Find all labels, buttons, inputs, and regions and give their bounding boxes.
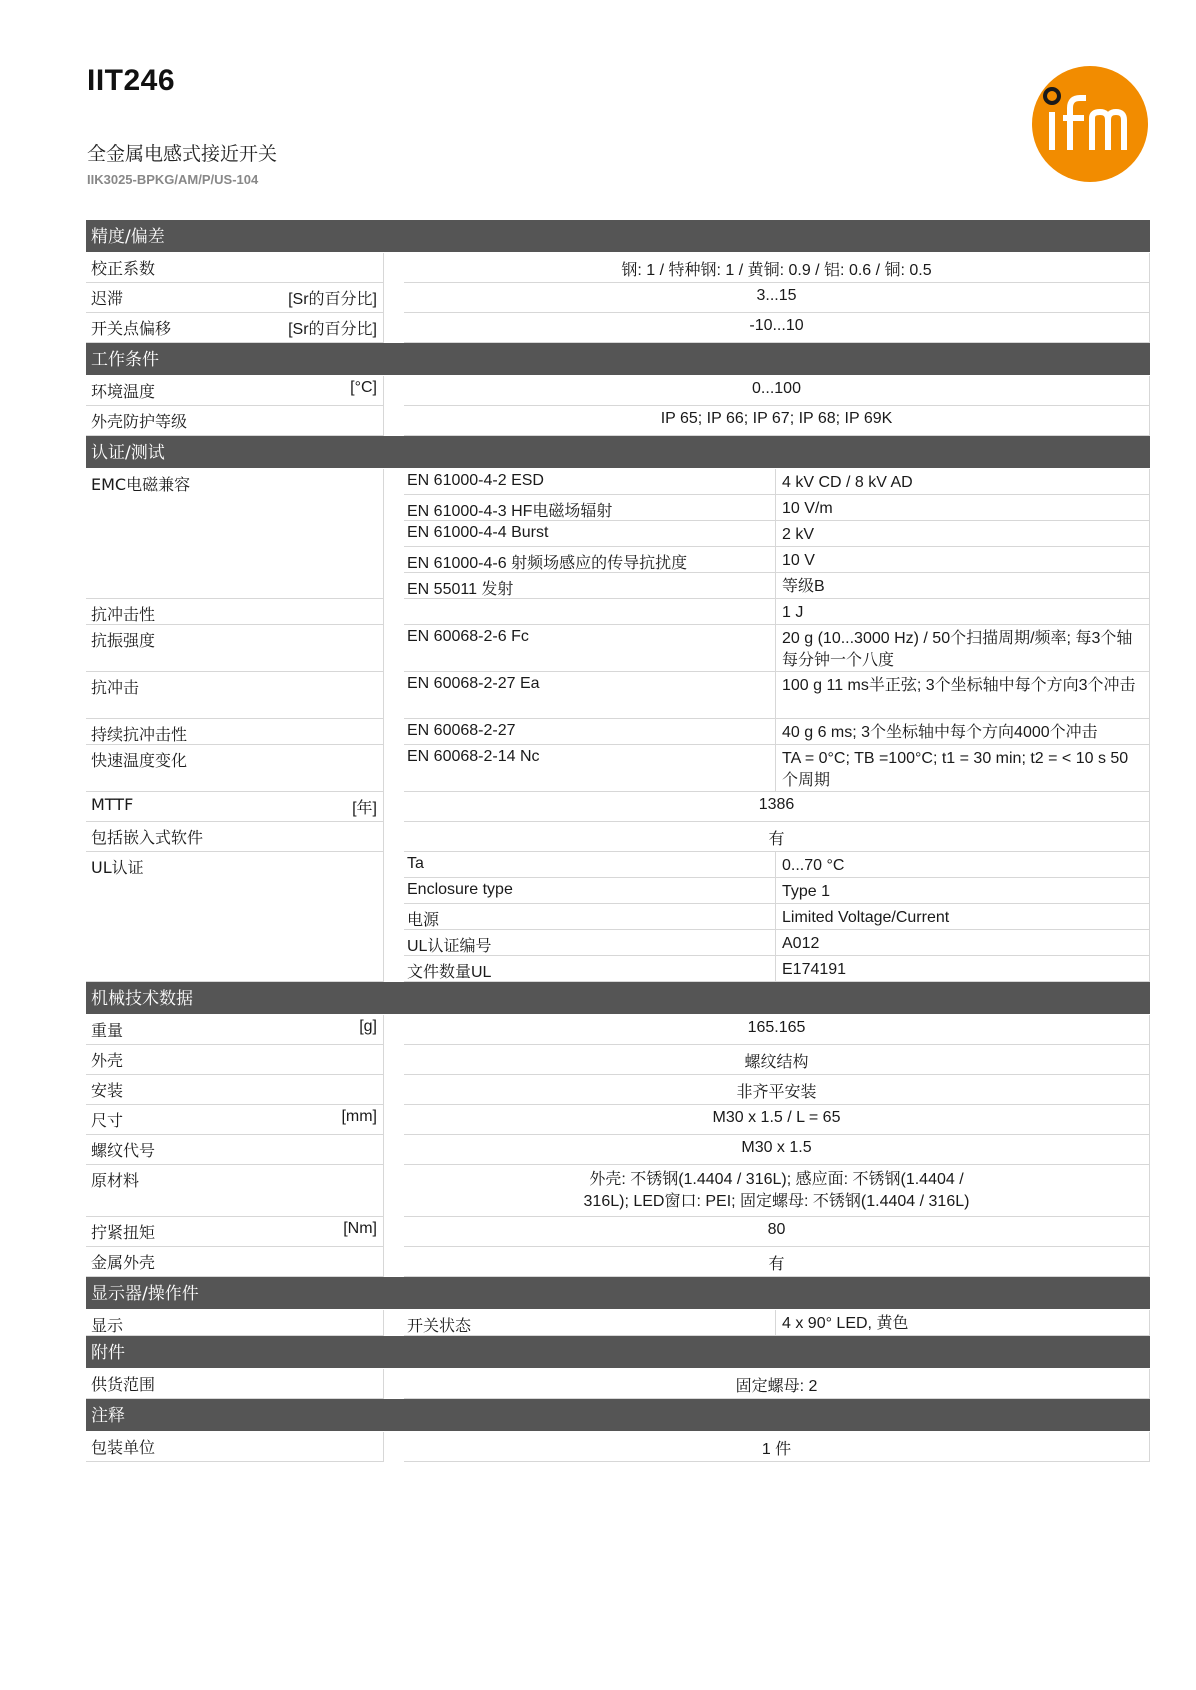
spec-sub-name: Ta	[404, 852, 776, 878]
spec-sub-value: 20 g (10...3000 Hz) / 50个扫描周期/频率; 每3个轴每分钟一个八度	[776, 625, 1150, 672]
spec-label: MTTF	[91, 795, 134, 814]
section-header: 工作条件	[86, 343, 1150, 375]
datasheet-header	[0, 0, 1196, 210]
spec-value: 3...15	[404, 283, 1150, 313]
spec-row	[86, 469, 1150, 599]
spec-label: 抗冲击性	[91, 605, 156, 624]
spec-sub-value: 10 V	[776, 547, 1150, 573]
spec-label: 外壳	[91, 1051, 124, 1070]
spec-sub-value: 4 kV CD / 8 kV AD	[776, 469, 1150, 495]
spec-label: 校正系数	[91, 259, 156, 278]
spec-sub-value: TA = 0°C; TB =100°C; t1 = 30 min; t2 = < 10 s 50个周期	[776, 745, 1150, 792]
spec-label-cell	[86, 376, 384, 406]
spec-row	[86, 1045, 1150, 1075]
spec-label-cell	[86, 1247, 384, 1277]
spec-unit: [Sr的百分比]	[288, 291, 377, 308]
spec-label: 螺纹代号	[91, 1141, 156, 1160]
spec-sub-name: UL认证编号	[404, 930, 776, 956]
spec-sub-value: 40 g 6 ms; 3个坐标轴中每个方向4000个冲击	[776, 719, 1150, 745]
spec-label-cell	[86, 745, 384, 792]
spec-sub-name: EN 55011 发射	[404, 573, 776, 599]
spec-label-cell	[86, 1135, 384, 1165]
spec-sub-value: A012	[776, 930, 1150, 956]
spec-label: 重量	[91, 1021, 124, 1040]
spec-value: 螺纹结构	[404, 1045, 1150, 1075]
spec-row	[86, 1247, 1150, 1277]
spec-unit: [mm]	[341, 1108, 377, 1125]
spec-unit: [°C]	[350, 379, 377, 396]
spec-label: EMC电磁兼容	[91, 475, 191, 494]
section-header: 注释	[86, 1399, 1150, 1431]
spec-label-cell	[86, 625, 384, 672]
ifm-logo	[1030, 64, 1150, 184]
spec-sub-name: EN 60068-2-14 Nc	[404, 745, 776, 792]
spec-sub-value: 10 V/m	[776, 495, 1150, 521]
spec-label-cell	[86, 1105, 384, 1135]
spec-row	[86, 719, 1150, 745]
spec-label: 原材料	[91, 1171, 140, 1190]
spec-row	[86, 852, 1150, 982]
spec-value: 0...100	[404, 376, 1150, 406]
spec-sub-name: EN 61000-4-2 ESD	[404, 469, 776, 495]
spec-table	[86, 220, 1150, 1462]
spec-row	[86, 1015, 1150, 1045]
spec-label-cell	[86, 1217, 384, 1247]
spec-unit: [g]	[359, 1018, 377, 1035]
spec-sub-name: EN 61000-4-6 射频场感应的传导抗扰度	[404, 547, 776, 573]
spec-row	[86, 313, 1150, 343]
spec-label-cell	[86, 1369, 384, 1399]
spec-label-cell	[86, 406, 384, 436]
spec-value: 165.165	[404, 1015, 1150, 1045]
spec-label: 安装	[91, 1081, 124, 1100]
spec-unit: [年]	[352, 800, 377, 817]
spec-row	[86, 1165, 1150, 1217]
spec-row	[86, 1075, 1150, 1105]
spec-row	[86, 1369, 1150, 1399]
spec-sub-value: 等级B	[776, 573, 1150, 599]
spec-label: 拧紧扭矩	[91, 1223, 156, 1242]
spec-sub-name: EN 61000-4-3 HF电磁场辐射	[404, 495, 776, 521]
spec-label: 尺寸	[91, 1111, 124, 1130]
spec-sub-name: Enclosure type	[404, 878, 776, 904]
spec-value: 1386	[404, 792, 1150, 822]
spec-label-cell	[86, 1432, 384, 1462]
spec-row	[86, 822, 1150, 852]
spec-row	[86, 253, 1150, 283]
spec-value	[404, 1165, 1150, 1217]
spec-row	[86, 672, 1150, 719]
spec-row	[86, 1310, 1150, 1336]
spec-sub-value: 1 J	[776, 599, 1150, 625]
spec-label: 包装单位	[91, 1438, 156, 1457]
spec-label: 开关点偏移	[91, 319, 172, 338]
spec-sub-value: Limited Voltage/Current	[776, 904, 1150, 930]
spec-row	[86, 745, 1150, 792]
spec-label: 供货范围	[91, 1375, 156, 1394]
spec-value: 非齐平安装	[404, 1075, 1150, 1105]
spec-sub-value: 100 g 11 ms半正弦; 3个坐标轴中每个方向3个冲击	[776, 672, 1150, 719]
section-header: 认证/测试	[86, 436, 1150, 468]
spec-label-cell	[86, 283, 384, 313]
spec-sub-name: EN 61000-4-4 Burst	[404, 521, 776, 547]
spec-sub-name: 电源	[404, 904, 776, 930]
spec-label: 抗振强度	[91, 631, 156, 650]
spec-value-line: 316L); LED窗口: PEI; 固定螺母: 不锈钢(1.4404 / 316L)	[583, 1193, 970, 1210]
product-code: IIT246	[87, 64, 176, 97]
spec-row	[86, 376, 1150, 406]
spec-label: 抗冲击	[91, 678, 140, 697]
spec-value: 钢: 1 / 特种钢: 1 / 黄铜: 0.9 / 铝: 0.6 / 铜: 0.5	[404, 253, 1150, 283]
spec-value: M30 x 1.5	[404, 1135, 1150, 1165]
spec-sub-name: 开关状态	[404, 1310, 776, 1336]
spec-label-cell	[86, 672, 384, 719]
spec-label: 快速温度变化	[91, 751, 188, 770]
spec-label-cell	[86, 253, 384, 283]
section-header: 显示器/操作件	[86, 1277, 1150, 1309]
section-header: 精度/偏差	[86, 220, 1150, 252]
spec-label-cell	[86, 719, 384, 745]
spec-row	[86, 406, 1150, 436]
spec-row	[86, 792, 1150, 822]
product-article-number: IIK3025-BPKG/AM/P/US-104	[87, 172, 259, 187]
spec-row	[86, 1217, 1150, 1247]
spec-value: 1 件	[404, 1432, 1150, 1462]
section-header: 机械技术数据	[86, 982, 1150, 1014]
spec-label-cell	[86, 822, 384, 852]
spec-label: 迟滞	[91, 289, 124, 308]
spec-row	[86, 1105, 1150, 1135]
spec-label: 持续抗冲击性	[91, 725, 188, 744]
spec-label: 显示	[91, 1316, 124, 1335]
spec-unit: [Nm]	[343, 1220, 377, 1237]
spec-label-cell	[86, 1165, 384, 1217]
spec-value: 有	[404, 1247, 1150, 1277]
spec-label-cell	[86, 1015, 384, 1045]
spec-label: 外壳防护等级	[91, 412, 188, 431]
spec-label-cell	[86, 1075, 384, 1105]
spec-sub-name: EN 60068-2-27 Ea	[404, 672, 776, 719]
spec-row	[86, 1135, 1150, 1165]
spec-sub-name	[404, 599, 776, 625]
spec-sub-value: 2 kV	[776, 521, 1150, 547]
spec-label-cell	[86, 1045, 384, 1075]
spec-value: M30 x 1.5 / L = 65	[404, 1105, 1150, 1135]
spec-label: 金属外壳	[91, 1253, 156, 1272]
spec-label-cell	[86, 599, 384, 625]
spec-value: 固定螺母: 2	[404, 1369, 1150, 1399]
section-header: 附件	[86, 1336, 1150, 1368]
spec-unit: [Sr的百分比]	[288, 321, 377, 338]
spec-value: -10...10	[404, 313, 1150, 343]
spec-sub-value: 4 x 90° LED, 黄色	[776, 1310, 1150, 1336]
spec-label: UL认证	[91, 858, 144, 877]
spec-row	[86, 599, 1150, 625]
spec-value-line: 外壳: 不锈钢(1.4404 / 316L); 感应面: 不锈钢(1.4404 /	[589, 1171, 964, 1188]
spec-label-cell	[86, 313, 384, 343]
spec-sub-name: EN 60068-2-27	[404, 719, 776, 745]
spec-sub-value: Type 1	[776, 878, 1150, 904]
spec-row	[86, 283, 1150, 313]
spec-label-cell	[86, 1310, 384, 1336]
spec-value: 80	[404, 1217, 1150, 1247]
spec-sub-value: E174191	[776, 956, 1150, 982]
spec-label: 包括嵌入式软件	[91, 828, 204, 847]
spec-sub-name: 文件数量UL	[404, 956, 776, 982]
spec-sub-value: 0...70 °C	[776, 852, 1150, 878]
spec-row	[86, 625, 1150, 672]
spec-row	[86, 1432, 1150, 1462]
spec-value: 有	[404, 822, 1150, 852]
spec-label-cell	[86, 792, 384, 822]
spec-sub-name: EN 60068-2-6 Fc	[404, 625, 776, 672]
spec-label-cell	[86, 469, 384, 599]
product-description: 全金属电感式接近开关	[87, 143, 278, 165]
spec-value: IP 65; IP 66; IP 67; IP 68; IP 69K	[404, 406, 1150, 436]
spec-label: 环境温度	[91, 382, 156, 401]
spec-label-cell	[86, 852, 384, 982]
